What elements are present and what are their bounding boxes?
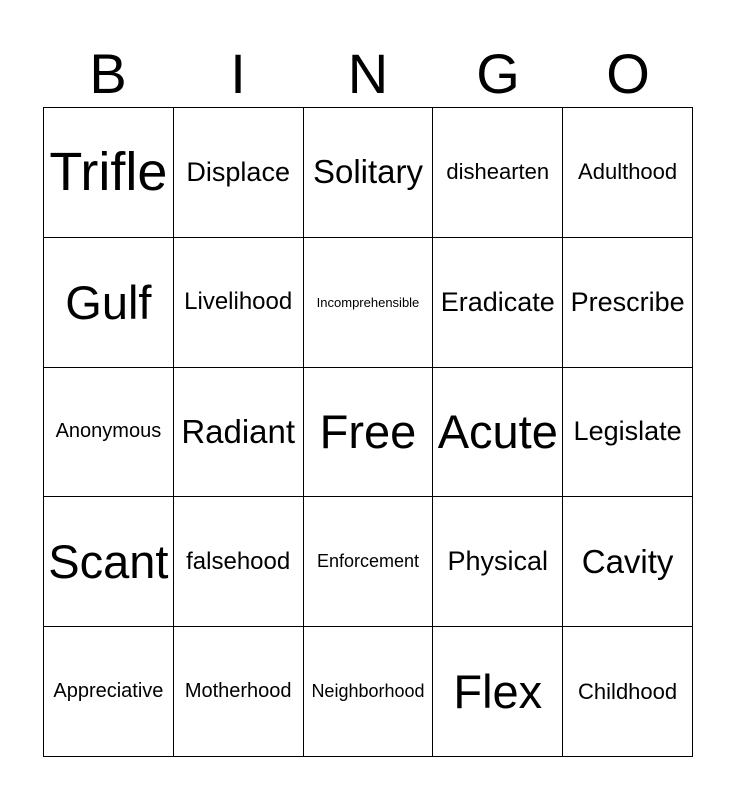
bingo-card-grid	[43, 107, 693, 757]
header-letter-n: N	[347, 42, 389, 105]
cell-word: Trifle	[49, 142, 168, 203]
bingo-cell	[563, 238, 693, 368]
cell-word: Cavity	[581, 542, 674, 580]
cell-word: Physical	[447, 546, 549, 577]
cell-word: Free	[319, 405, 417, 459]
bingo-cell	[563, 368, 693, 498]
cell-word: Displace	[186, 156, 290, 187]
cell-word: Motherhood	[184, 680, 292, 703]
cell-word: Solitary	[312, 153, 424, 191]
bingo-cell	[433, 368, 563, 498]
cell-word: dishearten	[446, 159, 550, 185]
header-letter-i: I	[230, 42, 246, 105]
cell-word: Neighborhood	[311, 681, 425, 702]
bingo-cell	[174, 108, 304, 238]
bingo-cell	[44, 108, 174, 238]
header-letter-o: O	[606, 42, 650, 105]
bingo-header	[43, 42, 693, 106]
bingo-cell	[433, 627, 563, 757]
bingo-cell	[304, 108, 434, 238]
cell-word: Radiant	[181, 412, 296, 450]
cell-word: Incomprehensible	[316, 294, 420, 310]
bingo-cell	[174, 238, 304, 368]
bingo-cell	[563, 627, 693, 757]
cell-word: Adulthood	[578, 159, 678, 185]
bingo-cell	[44, 368, 174, 498]
cell-word: Gulf	[65, 275, 152, 329]
bingo-cell	[433, 108, 563, 238]
cell-word: Childhood	[578, 678, 678, 704]
bingo-cell	[433, 497, 563, 627]
cell-word: Scant	[48, 535, 169, 589]
cell-word: Appreciative	[53, 680, 164, 703]
cell-word: Eradicate	[440, 286, 555, 317]
bingo-cell	[44, 497, 174, 627]
cell-word: falsehood	[186, 547, 291, 575]
bingo-cell	[174, 627, 304, 757]
cell-word: Anonymous	[55, 420, 162, 443]
cell-word: Prescribe	[570, 286, 685, 317]
bingo-cell	[44, 238, 174, 368]
bingo-cell	[174, 497, 304, 627]
bingo-cell	[304, 238, 434, 368]
bingo-cell	[304, 497, 434, 627]
bingo-cell	[44, 627, 174, 757]
cell-word: Livelihood	[184, 288, 293, 316]
cell-word: Enforcement	[316, 551, 420, 572]
cell-word: Legislate	[573, 416, 682, 447]
header-letter-b: B	[89, 42, 127, 105]
cell-word: Flex	[453, 665, 543, 719]
bingo-cell	[563, 497, 693, 627]
bingo-cell	[174, 368, 304, 498]
bingo-cell	[563, 108, 693, 238]
bingo-cell-free	[304, 368, 434, 498]
cell-word: Acute	[437, 405, 558, 459]
bingo-cell	[304, 627, 434, 757]
bingo-cell	[433, 238, 563, 368]
header-letter-g: G	[476, 42, 520, 105]
